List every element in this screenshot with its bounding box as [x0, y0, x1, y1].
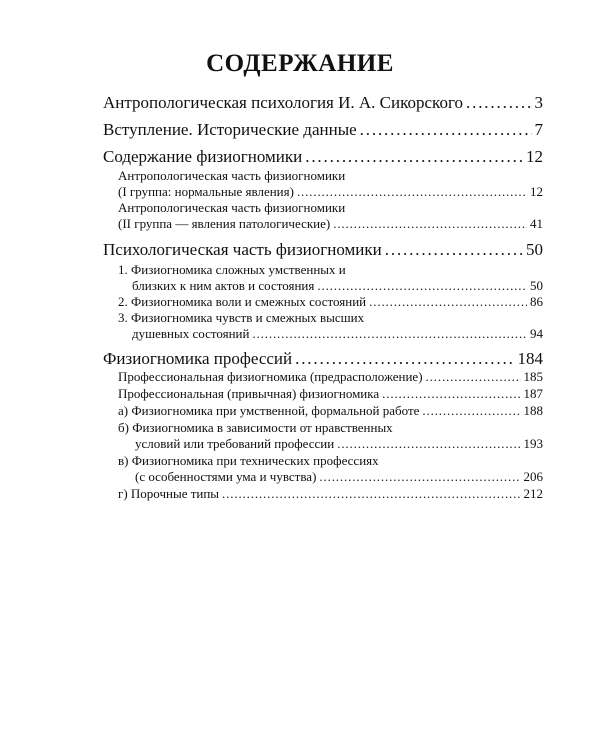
toc-page-number: 212	[523, 486, 543, 501]
toc-entry-text: а) Физиогномика при умственной, формальной работе	[118, 403, 420, 418]
toc-entry-text: Физиогномика профессий	[103, 349, 293, 368]
dot-leader	[295, 349, 514, 369]
toc-page-number: 41	[530, 216, 543, 231]
toc-page-number: 185	[523, 369, 543, 384]
toc-entry-text: (с особенностями ума и чувства)	[135, 469, 317, 484]
page-title: СОДЕРЖАНИЕ	[206, 50, 394, 77]
toc-subentry[interactable]	[118, 469, 543, 485]
toc-entry-text: Профессиональная (привычная) физиогномика	[118, 386, 380, 401]
toc-entry[interactable]	[103, 120, 543, 140]
toc-entry-text: Психологическая часть физиогномики	[103, 240, 382, 259]
dot-leader	[222, 486, 520, 502]
toc-page-number: 7	[534, 120, 543, 139]
toc-entry-text: Профессиональная физиогномика (предрасположение)	[118, 369, 423, 384]
dot-leader	[466, 93, 532, 113]
toc-subentry-line: б) Физиогномика в зависимости от нравственных	[118, 420, 393, 435]
toc-subentry[interactable]	[118, 216, 543, 232]
dot-leader	[317, 278, 527, 294]
toc-page-number: 188	[523, 403, 543, 418]
dot-leader	[305, 147, 523, 167]
toc-entry[interactable]	[103, 93, 543, 113]
toc-entry[interactable]	[103, 349, 543, 369]
toc-entry-text: условий или требований профессии	[135, 436, 335, 451]
dot-leader	[319, 469, 520, 485]
dot-leader	[385, 240, 523, 260]
toc-subentry[interactable]	[118, 369, 543, 385]
toc-page-number: 50	[530, 278, 543, 293]
toc-entry-text: г) Порочные типы	[118, 486, 220, 501]
toc-subentry[interactable]	[118, 486, 543, 502]
toc-page-number: 12	[530, 184, 543, 199]
toc-page-number: 86	[530, 294, 543, 309]
toc-page-number: 206	[523, 469, 543, 484]
toc-entry-text: Антропологическая психология И. А. Сикорского	[103, 93, 463, 112]
toc-page-number: 50	[526, 240, 543, 259]
toc-subentry[interactable]	[118, 294, 543, 310]
toc-entry-text: (I группа: нормальные явления)	[118, 184, 294, 199]
dot-leader	[422, 403, 520, 419]
dot-leader	[337, 436, 520, 452]
toc-entry-text: Вступление. Исторические данные	[103, 120, 357, 139]
toc-entry-text: 2. Физиогномика воли и смежных состояний	[118, 294, 367, 309]
toc-entry-text: близких к ним актов и состояния	[132, 278, 315, 293]
toc-page-number: 94	[530, 326, 543, 341]
toc-entry-text: (II группа — явления патологические)	[118, 216, 331, 231]
dot-leader	[382, 386, 520, 402]
toc-page-number: 184	[517, 349, 543, 368]
toc-entry[interactable]	[103, 240, 543, 260]
toc-subentry[interactable]	[118, 436, 543, 452]
toc-entry[interactable]	[103, 147, 543, 167]
toc-entry-text: душевных состояний	[132, 326, 250, 341]
dot-leader	[360, 120, 532, 140]
toc-subentry-line: Антропологическая часть физиогномики	[118, 200, 346, 215]
toc-subentry-line: Антропологическая часть физиогномики	[118, 168, 346, 183]
toc-page-number: 3	[534, 93, 543, 112]
toc-page-number: 193	[523, 436, 543, 451]
toc-subentry[interactable]	[118, 403, 543, 419]
dot-leader	[369, 294, 527, 310]
toc-subentry[interactable]	[118, 278, 543, 294]
toc-subentry[interactable]	[118, 326, 543, 342]
toc-page-number: 12	[526, 147, 543, 166]
dot-leader	[297, 184, 527, 200]
dot-leader	[426, 369, 521, 385]
toc-subentry-line: 3. Физиогномика чувств и смежных высших	[118, 310, 365, 325]
toc-subentry-line: 1. Физиогномика сложных умственных и	[118, 262, 346, 277]
toc-entry-text: Содержание физиогномики	[103, 147, 303, 166]
toc-subentry[interactable]	[118, 386, 543, 402]
dot-leader	[333, 216, 527, 232]
toc-subentry[interactable]	[118, 184, 543, 200]
dot-leader	[252, 326, 527, 342]
toc-page-number: 187	[523, 386, 543, 401]
toc-subentry-line: в) Физиогномика при технических профессиях	[118, 453, 379, 468]
